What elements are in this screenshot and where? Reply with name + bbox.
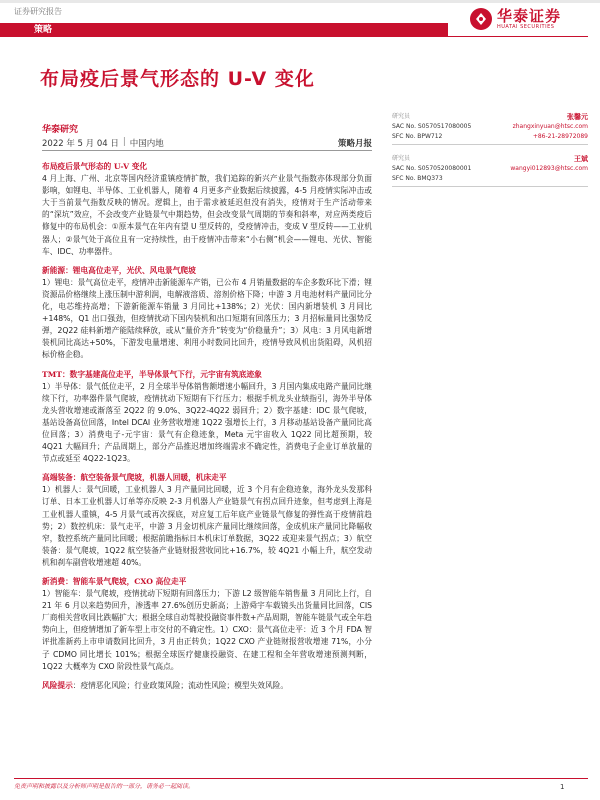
- section-text: 1）智能车：景气爬坡，疫情扰动下短期有回落压力；下游 L2 级智能车销售量 3 月同比上行，自 21 年 6 月以来趋势回升，渗透率 27.6%创历史新高；上游舜宇车载镜头出货量同比回落，CIS 厂商相关营收同比跌幅扩大；根据全球自动驾驶投融资事件数+产品周期，智能车链景气或全年趋势向上，但疫情增加了新车型上市交付的不确定性。1）CXO：景气高位走平：近 3 个月 FDA 智评批准新药上市申请数同比回升，3 月由正转负；1Q22 CXO 产业链财报营收增速 71%，小分子 CDMO 同比增长 101%；根据全球医疗健康投融资、在建工程和全年营收增速预测判断，1Q22 大概率为 CXO 阶段性景气高点。: [42, 589, 372, 671]
- analyst-name: 张馨元: [567, 113, 588, 121]
- section-heading: 高端装备：航空装备景气爬坡，机器人回暖，机床走平: [42, 473, 227, 483]
- brand-name-cn: 华泰证券: [497, 7, 562, 25]
- report-date: 2022 年 5 月 04 日: [42, 139, 119, 149]
- category-bar: [0, 23, 448, 37]
- analyst-role: 研究员: [392, 113, 411, 120]
- footer-rule: [14, 778, 588, 779]
- section-paragraph: [42, 265, 372, 277]
- section-text: 1）机器人：景气回暖，工业机器人 3 月产量同比回暖，近 3 个月有企稳迹象，海外龙头发那科订单、日本工业机器人订单等亦反映 2-3 月机器人产业链景气有拐点回升迹象，但考虑到上海是工业机器人重镇，4-5 月景气或再次探底，对应复工后年底产业链景气修复的弹性高于疫情前趋势；2）数控机床：景气走平，中游 3 月金切机床产量同比继续回落，金成机床产量同比降幅收窄，数控系统产量同比回暖；根据前瞻指标日本机床订单数据，3Q22 或迎来景气拐点；3）航空装备：景气爬坡，1Q22 航空装备产业链财报营收同比+16.7%，较 4Q21 小幅上升，航空发动机和刹车副营收增速超 40%。: [42, 485, 372, 567]
- brand-logo-block: [470, 8, 561, 30]
- analyst-divider: [392, 144, 588, 145]
- section-heading: 布局疫后景气形态的 U-V 变化: [42, 162, 148, 171]
- analyst-phone: +86-21-28972089: [532, 133, 588, 140]
- risk-text: ：疫情恶化风险；行业政策风险；流动性风险；模型失效风险。: [72, 680, 289, 690]
- analyst-sac: SAC No. S0570517080005: [392, 123, 472, 130]
- meta-rule: [42, 150, 372, 151]
- analyst-email[interactable]: wangyi012893@htsc.com: [510, 165, 588, 172]
- huatai-logo-icon: [470, 8, 492, 30]
- section-paragraph: [42, 472, 372, 484]
- section-text: 1）锂电：景气高位走平，疫情冲击新能源车产销，已公布 4 月销量数据的车企多数环比下滑；锂资源品价格继续上涨压制中游利润，电解液溶质、溶剂价格下降；中游 3 月电池材料产量同比分化，电芯维持高增；下游新能源车销量 3 月同比+138%；2）光伏：国内新增装机 3 月同比+148%，Q1 出口强劲，但疫情扰动下国内装机和出口短期有回落压力；3 月招标量同比强势反弹，2Q22 硅料新增产能陆续释放，或从“量价齐升”转变为“价稳量升”；3）风电：3 月风电新增装机同比高达+50%，下游发电量增速、利用小时数同比回升，疫情导致风机出货阻碍，风机招标价格企稳。: [42, 277, 372, 360]
- analyst-email[interactable]: zhangxinyuan@htsc.com: [512, 123, 588, 130]
- section-heading: 新消费：智能车景气爬坡，CXO 高位走平: [42, 577, 187, 586]
- report-kind: 策略月报: [337, 139, 372, 149]
- section-paragraph: [42, 369, 372, 381]
- report-meta: [42, 137, 372, 149]
- category-label: 策略: [34, 25, 53, 35]
- analyst-role: 研究员: [392, 155, 411, 162]
- analyst-sfc: SFC No. BMQ373: [392, 175, 443, 182]
- section-heading: TMT：数字基建高位走平，半导体景气下行，元宇宙有筑底迹象: [42, 369, 262, 379]
- report-region: 中国内地: [129, 139, 164, 149]
- category-rule: [448, 36, 588, 37]
- institute-label: 华泰研究: [42, 125, 79, 135]
- risk-note: [42, 680, 372, 692]
- report-title: 布局疫后景气形态的 U-V 变化: [40, 68, 315, 90]
- section-heading: 新能源：锂电高位走平，光伏、风电景气爬坡: [42, 265, 196, 275]
- analyst-card: [392, 112, 588, 145]
- analyst-sac: SAC No. S0570520080001: [392, 165, 472, 172]
- report-type-label: 证券研究报告: [14, 7, 62, 16]
- analyst-card: [392, 154, 588, 187]
- top-rule: [0, 0, 600, 3]
- brand-name-en: HUATAI SECURITIES: [497, 24, 555, 30]
- risk-heading: 风险提示: [42, 680, 73, 690]
- page-number: 1: [560, 783, 565, 791]
- analyst-name: 王斌: [574, 155, 588, 163]
- section-text: 4 月上海、广州、北京等国内经济重镇疫情扩散，我们追踪的新兴产业景气指数亦体现部分负面影响，如锂电、半导体、工业机器人，随着 4 月更多产业数据后续披露，4-5 月疫情实际冲击或大于当前景气指数反映的情况。逻辑上，由于需求被延迟但没有消失，疫情对于生产活动带来的“深坑”效应，不会改变产业链景气中期趋势，但会改变景气周期的节奏和斜率，对应两类疫后修复中的布局机会：①原本景气在年内有望 U 型反转的，受疫情冲击，变成 V 型反转——工业机器人；②景气处于高位且有一定持续性，由于疫情冲击带来“小右侧”机会——锂电、光伏、智能车、IDC、功率器件。: [42, 174, 372, 256]
- report-body: [42, 161, 372, 692]
- analyst-divider: [392, 186, 588, 187]
- footer-disclaimer: 免责声明和披露以及分析师声明是报告的一部分，请务必一起阅读。: [14, 783, 195, 790]
- meta-separator: |: [122, 137, 126, 147]
- section-paragraph: [42, 576, 372, 588]
- section-paragraph: [42, 161, 372, 173]
- analyst-sfc: SFC No. BPW712: [392, 133, 443, 140]
- section-text: 1）半导体：景气低位走平，2 月全球半导体销售额增速小幅回升，3 月国内集成电路产量同比继续下行，功率器件景气爬坡，疫情扰动下短期有下行压力；根据手机龙头业绩指引，海外半导体龙头营收增速或渐落至 2Q22 的 9.0%、3Q22-4Q22 弱回升；2）数字基建：IDC 景气爬坡，基站设备高位回落，Intel DCAI 业务营收增速 1Q22 强增长上行，3 月移动基站设备产量同比高位回落；3）消费电子-元宇宙：景气有企稳迹象，Meta 元宇宙收入 1Q22 同比超预期，较 4Q21 大幅回升；产品周期上，部分产品推迟增加终端需求不确定性，消费电子企业订单放量的节点或延至 4Q22-1Q23。: [42, 381, 372, 464]
